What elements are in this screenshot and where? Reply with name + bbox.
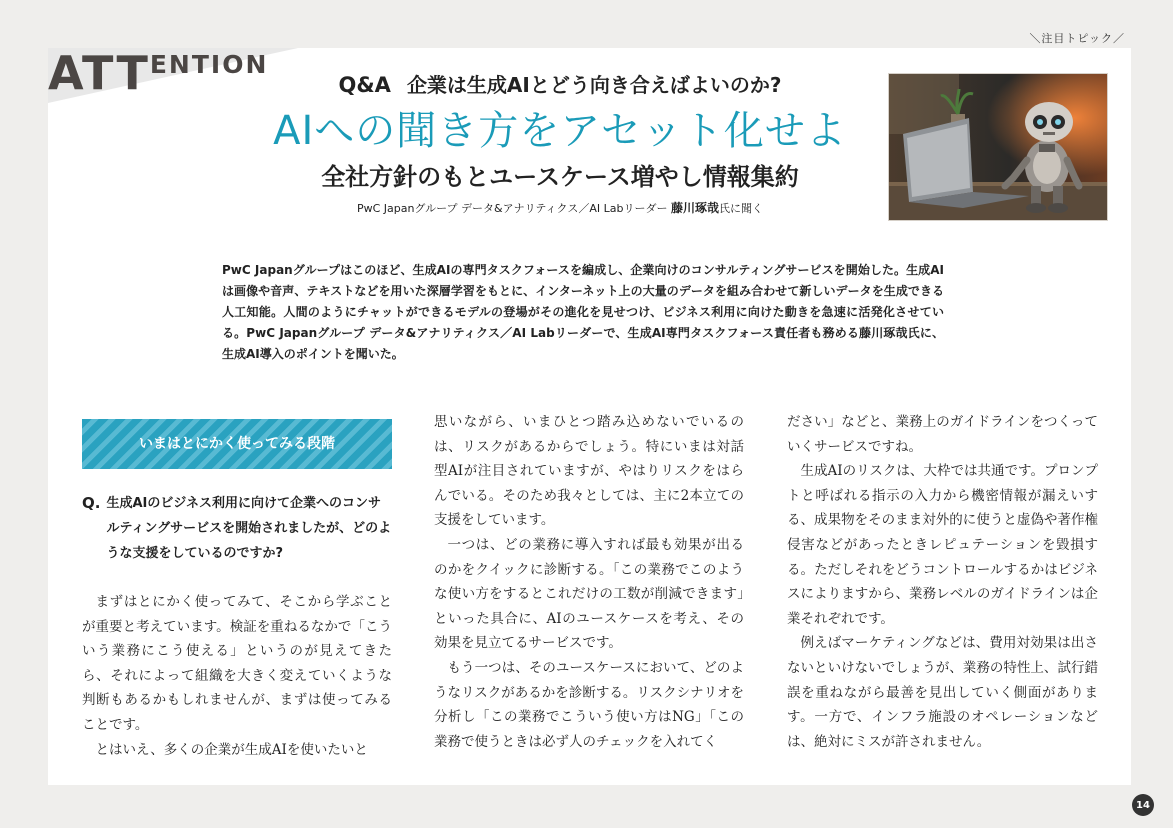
- logo-big-text: ATT: [48, 46, 150, 100]
- byline-affiliation: PwC Japanグループ データ&アナリティクス／AI Labリーダー: [356, 202, 668, 215]
- robot-laptop-photo: [888, 73, 1108, 221]
- logo-small-text: ENTION: [149, 50, 269, 79]
- question-mark: Q.: [82, 494, 101, 512]
- paragraph: とはいえ、多くの企業が生成AIを使いたいと: [95, 741, 368, 758]
- byline: [240, 200, 880, 217]
- robot-illustration: [889, 74, 1107, 220]
- paragraph: もう一つは、そのユースケースにおいて、どのようなリスクがあるかを診断する。リスクシナリオを分析し「この業務でこういう使い方はNG」「この業務で使うときは必ず人のチェックを入れてく: [434, 659, 744, 750]
- attention-logo: [48, 40, 268, 98]
- column-1: [82, 410, 392, 762]
- column-2: [434, 410, 744, 754]
- question-block: [82, 491, 392, 566]
- column-3: [787, 410, 1098, 754]
- topic-label: ＼注目トピック／: [1029, 32, 1125, 45]
- qa-question: 企業は生成AIとどう向き合えばよいのか?: [406, 73, 782, 97]
- title-block: [240, 70, 880, 217]
- paragraph: ださい」などと、業務上のガイドラインをつくっていくサービスですね。: [787, 414, 1098, 455]
- page-number: 14: [1132, 794, 1154, 816]
- qa-label: Q&A: [338, 73, 391, 97]
- byline-name: 藤川琢哉: [671, 201, 720, 215]
- main-title: AIへの聞き方をアセット化せよ: [273, 108, 847, 154]
- lead-paragraph: PwC Japanグループはこのほど、生成AIの専門タスクフォースを編成し、企業向けのコンサルティングサービスを開始した。生成AIは画像や音声、テキストなどを用いた深層学習をもとに、インターネット上の大量のデータを組み合わせて新しいデータを生成できる人工知能。人間のようにチャットができるモデルの登場がその進化を見せつけ、ビジネス利用に向けた動きを急速に活発化させている。PwC Japanグループ データ&アナリティクス／AI Labリーダーで、生成AI専門タスクフォース責任者も務める藤川琢哉氏に、生成AI導入のポイントを聞いた。: [222, 263, 944, 361]
- paragraph: 生成AIのリスクは、大枠では共通です。プロンプトと呼ばれる指示の入力から機密情報が漏えいする、成果物をそのまま対外的に使うと虚偽や著作権侵害などがあったときレピュテーションを毀損する。ただしそれをどうコントロールするかはビジネスによりますから、業務レベルのガイドラインは企業それぞれです。: [787, 463, 1098, 627]
- paragraph: 一つは、どの業務に導入すれば最も効果が出るのかをクイックに診断する。「この業務でこのような使い方をするとこれだけの工数が削減できます」といった具合に、AIのユースケースを考え、その効果を見立てるサービスです。: [434, 536, 744, 652]
- qa-line: [240, 70, 880, 100]
- byline-suffix: 氏に聞く: [719, 202, 764, 215]
- paragraph: 例えばマーケティングなどは、費用対効果は出さないといけないでしょうが、業務の特性上、試行錯誤を重ねながら最善を見出していく側面があります。一方で、インフラ施設のオペレーションなどは、絶対にミスが許されません。: [787, 635, 1098, 750]
- paragraph: まずはとにかく使ってみて、そこから学ぶことが重要と考えています。検証を重ねるなかで「こういう業務にこう使える」というのが見えてきたら、それによって組織を大きく変えていくような判断もあるかもしれませんが、まずは使ってみることです。: [82, 594, 392, 733]
- sub-title: 全社方針のもとユースケース増やし情報集約: [321, 163, 799, 191]
- paragraph: 思いながら、いまひとつ踏み込めないでいるのは、リスクがあるからでしょう。特にいまは対話型AIが注目されていますが、やはりリスクをはらんでいる。そのため我々としては、主に2本立ての支援をしています。: [434, 414, 744, 529]
- section-heading: いまはとにかく使ってみる段階: [82, 419, 392, 469]
- question-text: 生成AIのビジネス利用に向けて企業へのコンサルティングサービスを開始されましたが、どのような支援をしているのですか?: [106, 496, 392, 561]
